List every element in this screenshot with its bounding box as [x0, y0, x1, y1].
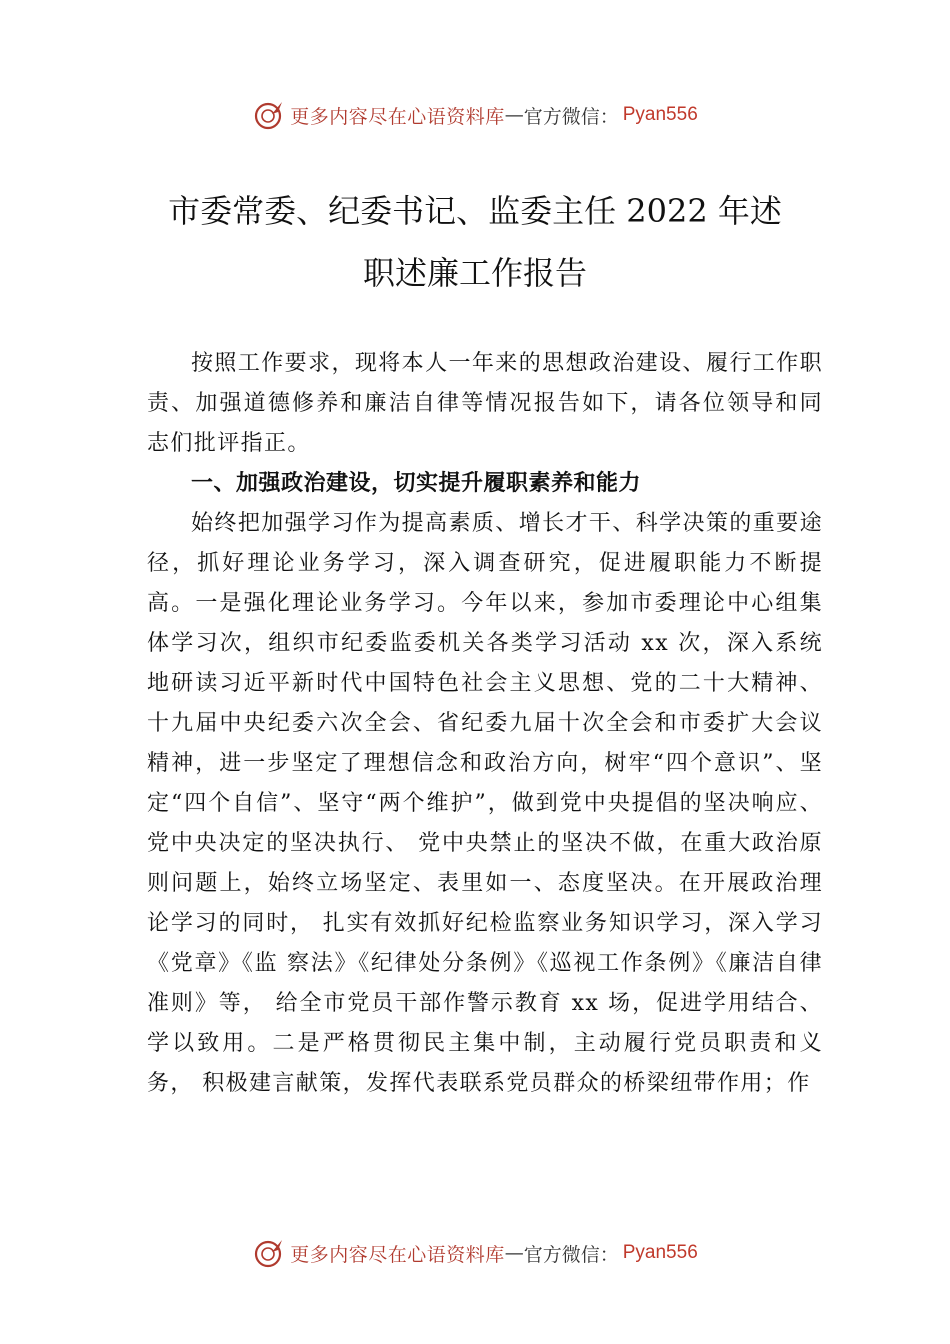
document-body	[147, 344, 823, 1104]
footer-separator: —	[504, 1242, 524, 1264]
header-banner	[0, 95, 950, 135]
quill-seal-icon	[252, 98, 286, 132]
document-title	[140, 180, 810, 304]
footer-brand: 更多内容尽在心语资料库	[290, 1243, 505, 1266]
header-wechat-id: Pyan556	[622, 104, 698, 125]
header-brand: 更多内容尽在心语资料库	[290, 105, 505, 128]
title-line-1: 市委常委、纪委书记、监委主任 2022 年述	[168, 192, 782, 230]
footer-wechat-id: Pyan556	[622, 1242, 698, 1263]
header-wechat-label: 官方微信：	[523, 105, 619, 128]
title-line-2: 职述廉工作报告	[362, 254, 587, 292]
quill-seal-icon	[252, 1236, 286, 1270]
section-1-paragraph: 始终把加强学习作为提高素质、增长才干、科学决策的重要途径，抓好理论业务学习，深入调查研究，促进履职能力不断提高。一是强化理论业务学习。今年以来，参加市委理论中心组集体学习次，组织市纪委监委机关各类学习活动 xx 次，深入系统地研读习近平新时代中国特色社会主义思想、党的二十大精神、十九届中央纪委六次全会、省纪委九届十次全会和市委扩大会议精神，进一步坚定了理想信念和政治方向，树牢“四个意识”、坚定“四个自信”、坚守“两个维护”，做到党中央提倡的坚决响应、党中央决定的坚决执行、 党中央禁止的坚决不做，在重大政治原则问题上，始终立场坚定、表里如一、态度坚决。在开展政治理论学习的同时， 扎实有效抓好纪检监察业务知识学习，深入学习《党章》《监 察法》《纪律处分条例》《巡视工作条例》《廉洁自律准则》等， 给全市党员干部作警示教育 xx 场，促进学用结合、学以致用。二是严格贯彻民主集中制，主动履行党员职责和义务， 积极建言献策，发挥代表联系党员群众的桥梁纽带作用；作	[147, 511, 823, 1096]
footer-wechat-label: 官方微信：	[523, 1243, 619, 1266]
header-separator: —	[504, 104, 524, 126]
section-1-heading: 一、加强政治建设，切实提升履职素养和能力	[191, 471, 642, 496]
footer-banner	[0, 1233, 950, 1273]
intro-paragraph: 按照工作要求，现将本人一年来的思想政治建设、履行工作职责、加强道德修养和廉洁自律等情况报告如下，请各位领导和同志们批评指正。	[147, 351, 823, 456]
